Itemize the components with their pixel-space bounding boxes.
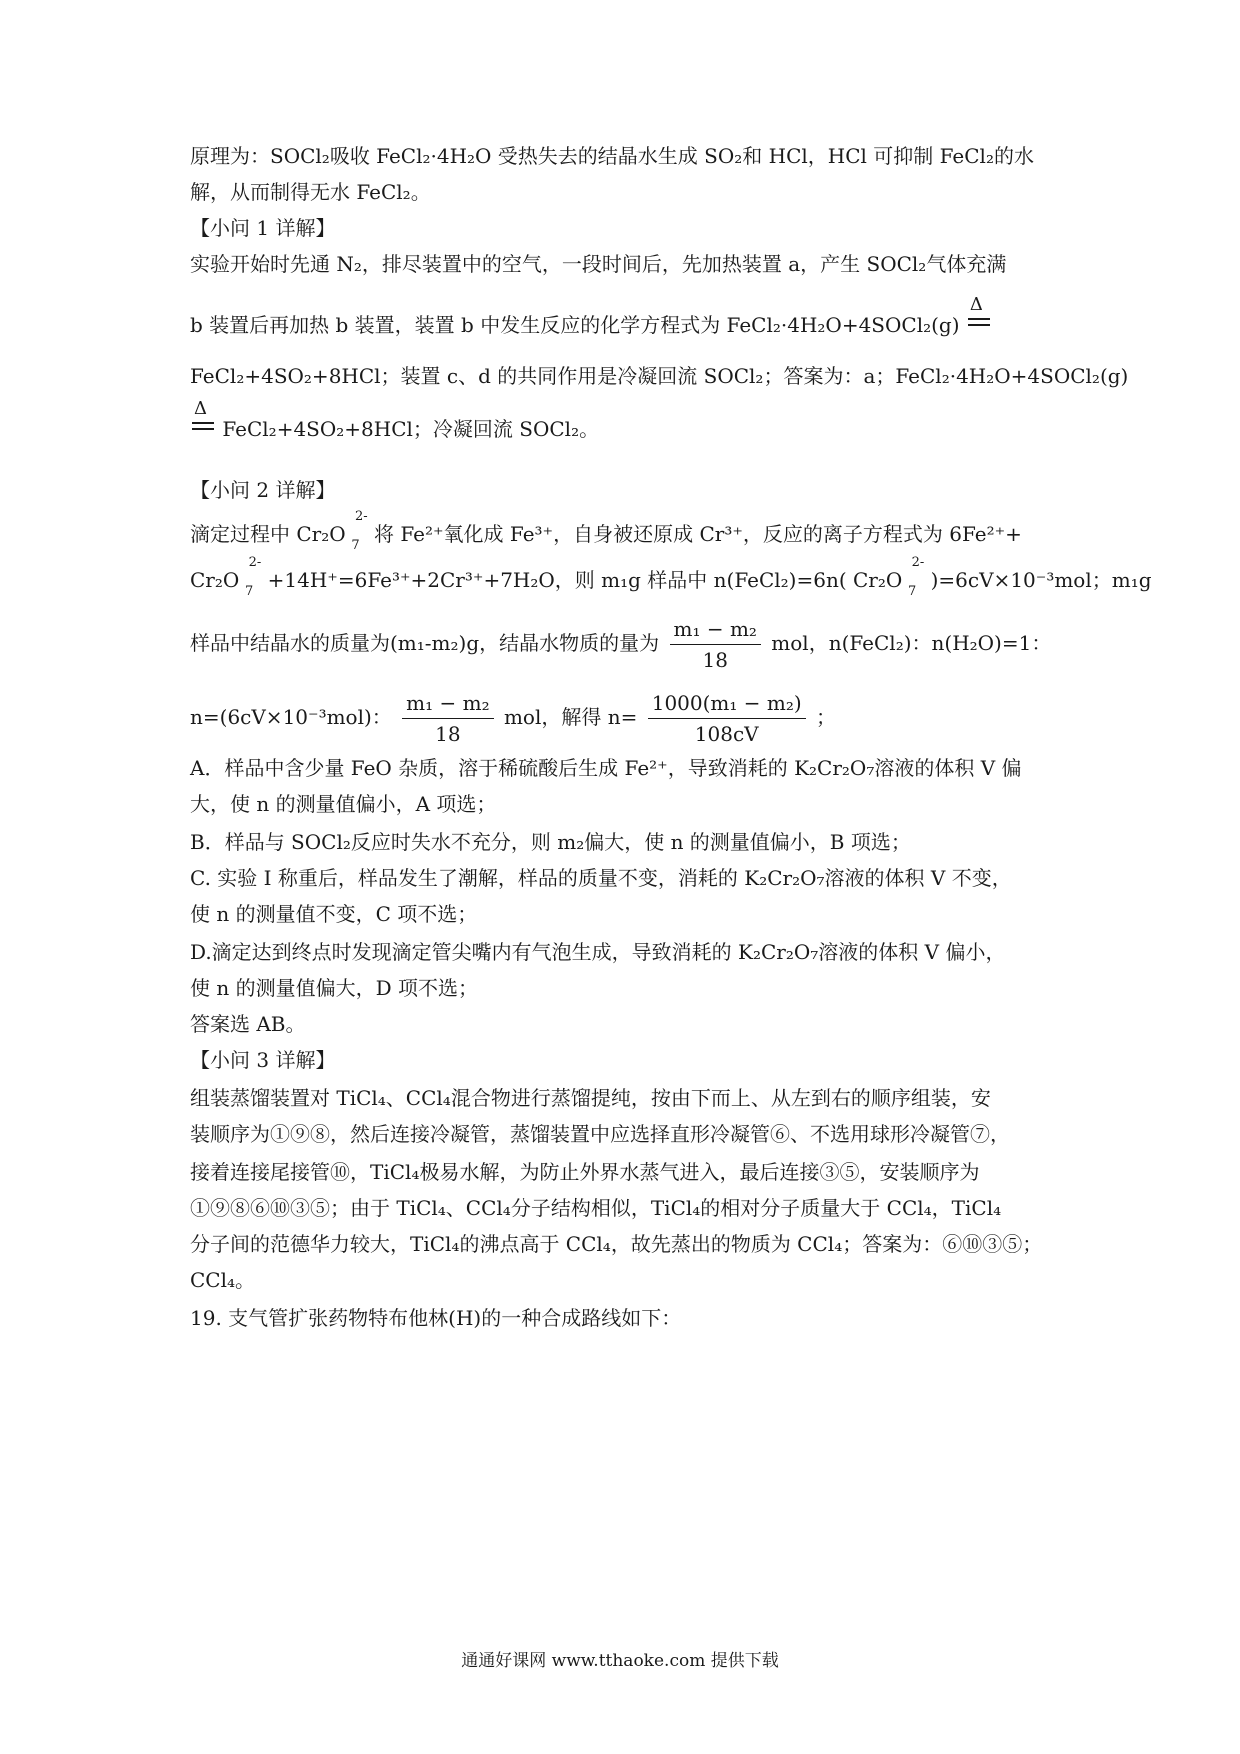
text-line: CCl₄。 [190,1268,256,1292]
text-segment: n=(6cV×10⁻³mol)： [190,705,392,729]
fraction: $\frac{\text{m₁ − m₂}}{18}$ [402,688,493,749]
option-d-line: 使 n 的测量值偏大，D 项不选； [190,976,478,1000]
option-c-line: C. 实验 I 称重后，样品发生了潮解，样品的质量不变，消耗的 K₂Cr₂O₇溶液的体积 V 不变， [190,866,1012,890]
answer-line: 答案选 AB。 [190,1012,306,1036]
option-c-line: 使 n 的测量值不变，C 项不选； [190,902,478,926]
text-segment: 将 Fe²⁺氧化成 Fe³⁺，自身被还原成 Cr³⁺，反应的离子方程式为 6Fe²⁺+ [374,522,1022,546]
option-d-line: D.滴定达到终点时发现滴定管尖嘴内有气泡生成，导致消耗的 K₂Cr₂O₇溶液的体积 V 偏小， [190,940,1006,964]
text-line [190,555,1152,599]
text-line: 解，从而制得无水 FeCl₂。 [190,180,431,204]
text-line: 分子间的范德华力较大，TiCl₄的沸点高于 CCl₄，故先蒸出的物质为 CCl₄；答案为：⑥⑩③⑤； [190,1232,1043,1256]
dichromate-ion: Cr₂O 7 2- [190,555,262,599]
text-segment: +14H⁺=6Fe³⁺+2Cr³⁺+7H₂O，则 m₁g 样品中 n(FeCl₂)=6n( [267,568,847,592]
question-19-stem: 19. 支气管扩张药物特布他林(H)的一种合成路线如下： [190,1306,682,1330]
dichromate-ion: Cr₂O 7 2- [296,509,368,553]
heat-equals-symbol: Δ [966,304,992,338]
section-heading-q2: 【小问 2 详解】 [190,478,336,502]
text-segment: b 装置后再加热 b 装置，装置 b 中发生反应的化学方程式为 FeCl₂·4H₂O+4SOCl₂(g) [190,313,960,337]
formula-line [190,688,836,749]
equation-line [190,294,992,339]
text-line: 实验开始时先通 N₂，排尽装置中的空气，一段时间后，先加热装置 a，产生 SOCl₂气体充满 [190,252,1007,276]
text-segment: FeCl₂+4SO₂+8HCl；冷凝回流 SOCl₂。 [222,417,600,441]
text-line: ①⑨⑧⑥⑩③⑤；由于 TiCl₄、CCl₄分子结构相似，TiCl₄的相对分子质量大于 CCl₄，TiCl₄ [190,1196,1002,1220]
section-heading-q1: 【小问 1 详解】 [190,216,336,240]
text-line: 接着连接尾接管⑩，TiCl₄极易水解，为防止外界水蒸气进入，最后连接③⑤，安装顺序为 [190,1160,980,1184]
text-segment: 样品中结晶水的质量为(m₁-m₂)g，结晶水物质的量为 [190,631,660,655]
text-line: 装顺序为①⑨⑧，然后连接冷凝管，蒸馏装置中应选择直形冷凝管⑥、不选用球形冷凝管⑦， [190,1122,1010,1146]
fraction: $\frac{\text{1000(m₁ − m₂)}}{108cV}$ [648,688,806,749]
option-a-line: A．样品中含少量 FeO 杂质，溶于稀硫酸后生成 Fe²⁺，导致消耗的 K₂Cr₂O₇溶液的体积 V 偏 [190,756,1022,780]
text-line: 原理为：SOCl₂吸收 FeCl₂·4H₂O 受热失去的结晶水生成 SO₂和 HCl，HCl 可抑制 FeCl₂的水 [190,144,1034,168]
formula-line [190,614,1051,675]
text-segment: )=6cV×10⁻³mol；m₁g [930,568,1152,592]
text-line: 组装蒸馏装置对 TiCl₄、CCl₄混合物进行蒸馏提纯，按由下而上、从左到右的顺序组装，安 [190,1086,991,1110]
section-heading-q3: 【小问 3 详解】 [190,1048,336,1072]
heat-equals-symbol: Δ [190,408,216,442]
page-footer: 通通好课网 www.tthaoke.com 提供下载 [461,1651,779,1671]
text-line: FeCl₂+4SO₂+8HCl；装置 c、d 的共同作用是冷凝回流 SOCl₂；答案为：a；FeCl₂·4H₂O+4SOCl₂(g) [190,364,1129,388]
text-segment: mol，n(FeCl₂)：n(H₂O)=1： [771,631,1052,655]
dichromate-ion: Cr₂O 7 2- [852,555,925,599]
equation-line [190,398,600,443]
text-segment: 滴定过程中 [190,522,290,546]
text-segment: ； [816,705,837,729]
option-a-line: 大，使 n 的测量值偏小，A 项选； [190,792,497,816]
text-segment: mol，解得 n= [503,705,638,729]
option-b-line: B．样品与 SOCl₂反应时失水不充分，则 m₂偏大，使 n 的测量值偏小，B 项选； [190,830,911,854]
text-line [190,509,1022,553]
fraction: $\frac{\text{m₁ − m₂}}{18}$ [670,614,761,675]
